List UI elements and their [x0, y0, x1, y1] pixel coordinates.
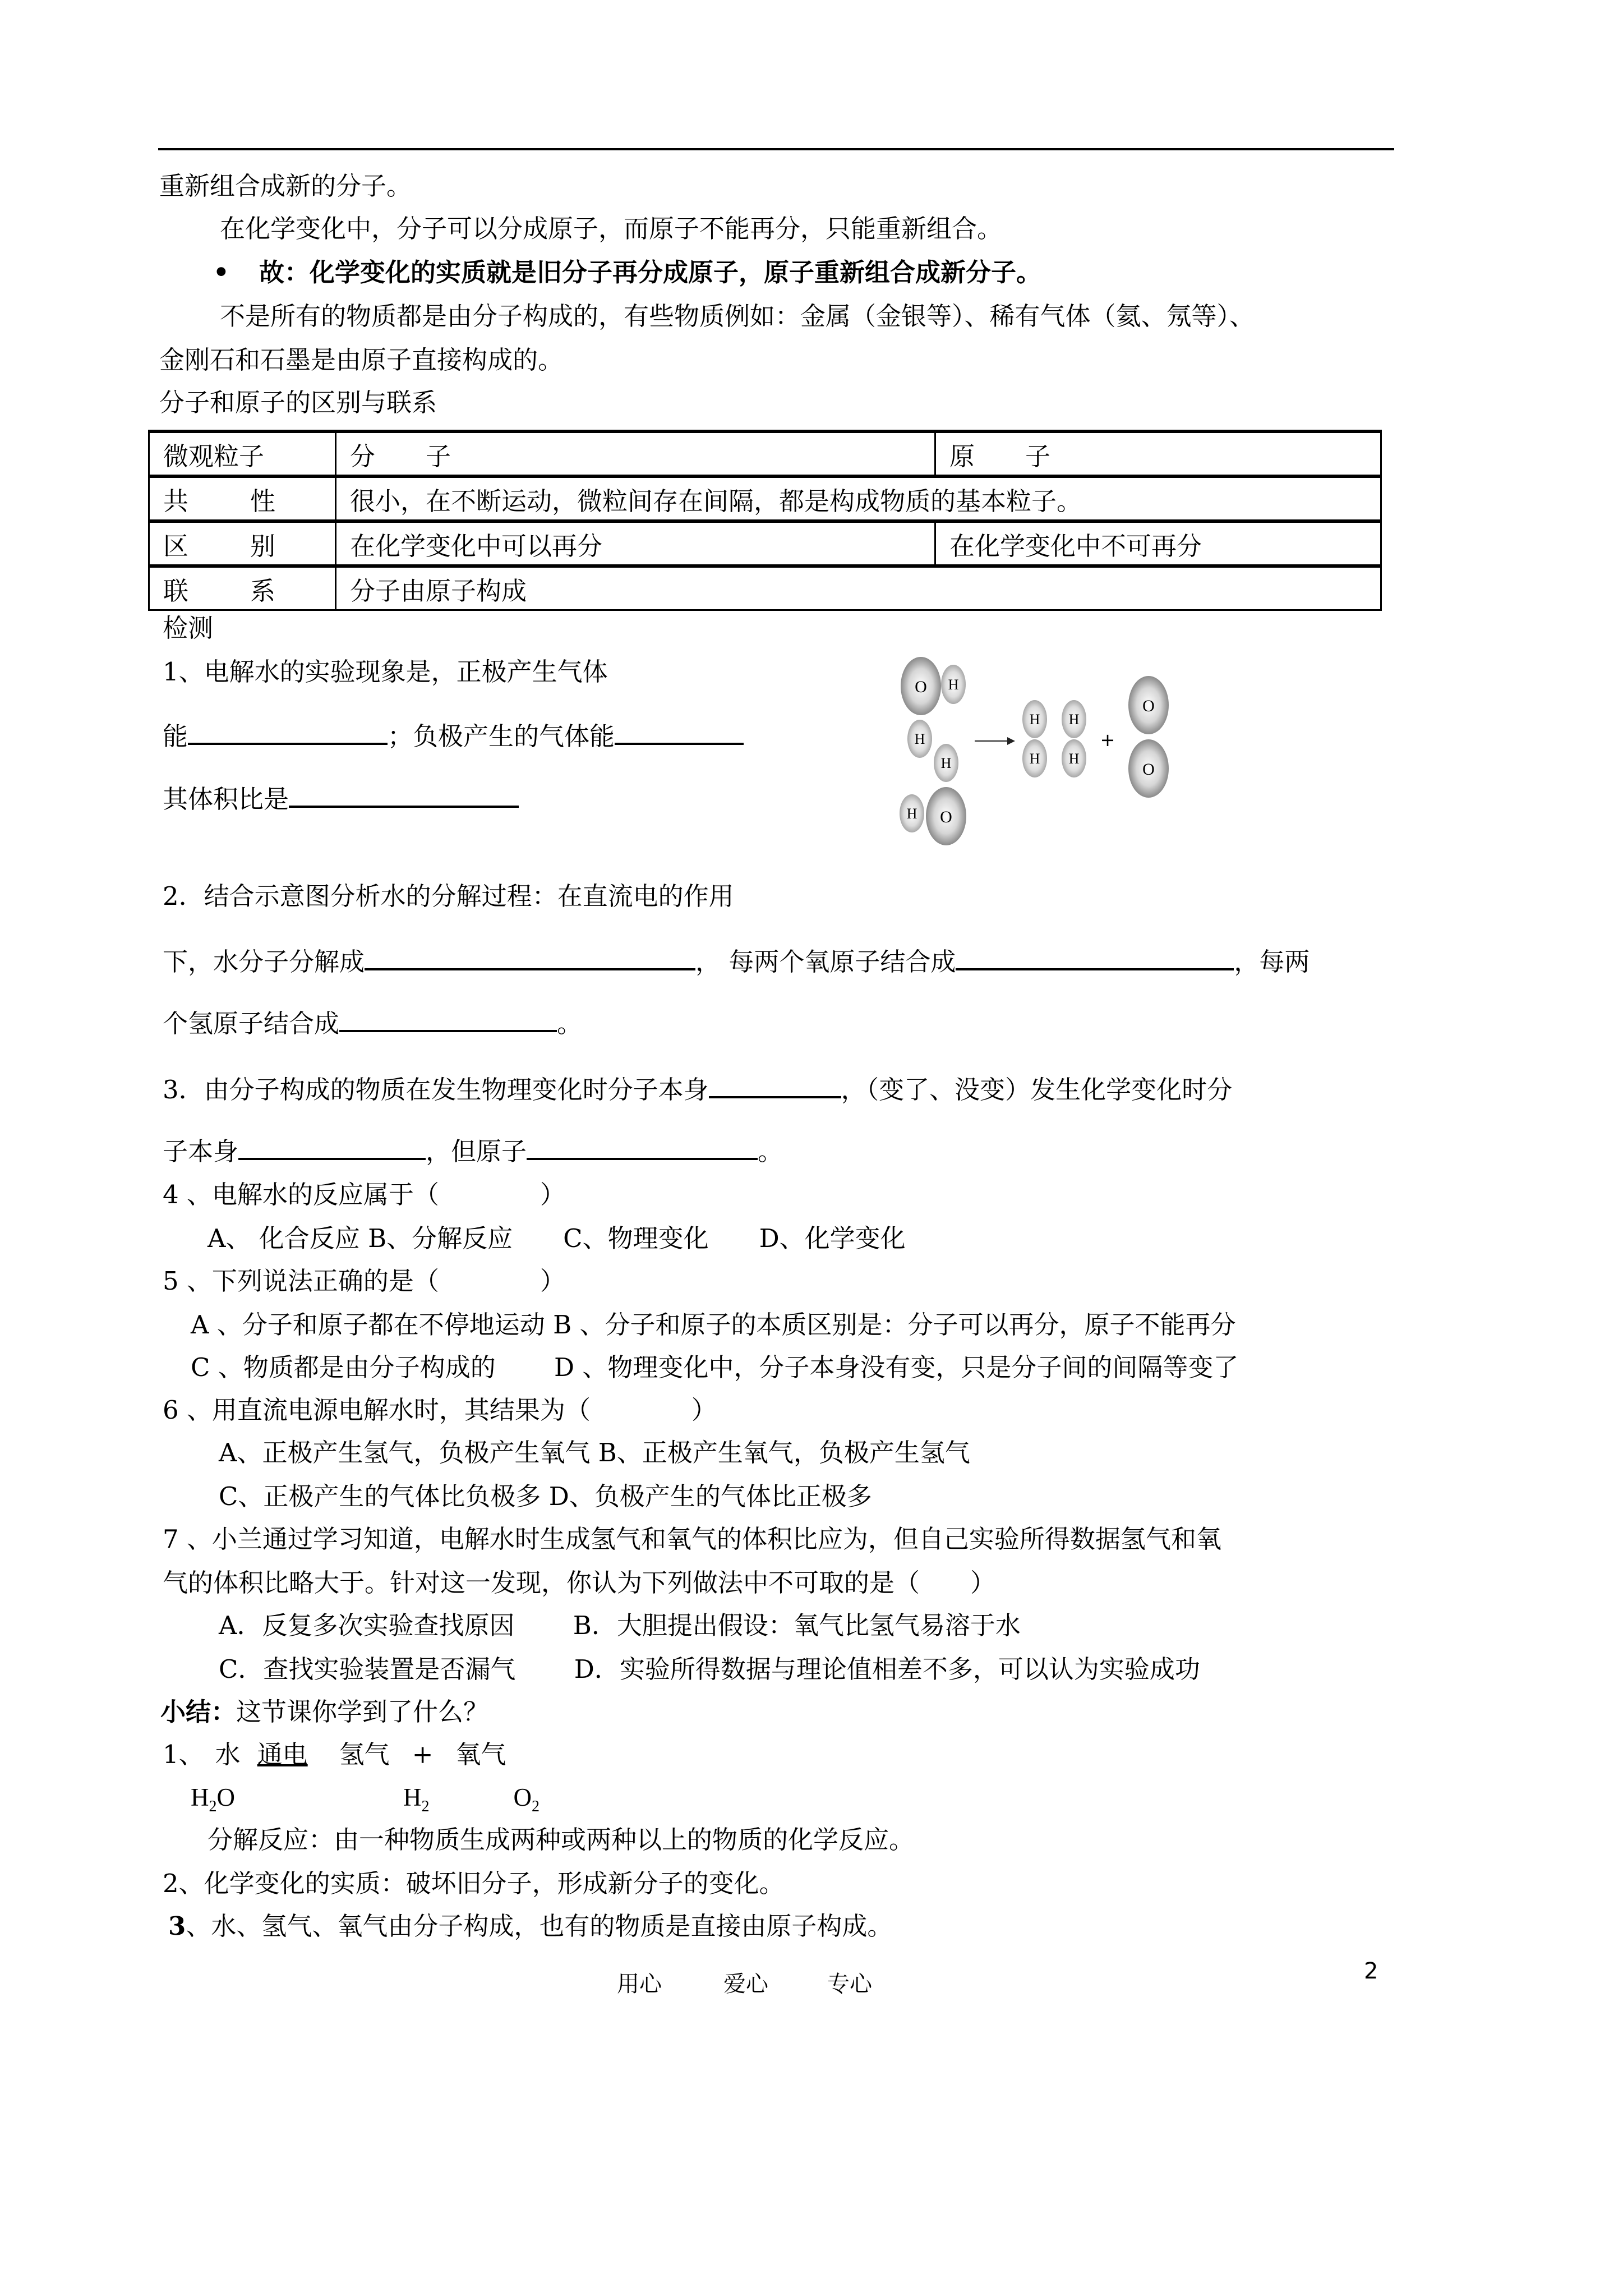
test-heading: 检测	[163, 613, 214, 643]
q6-options-ab: A、正极产生氢气，负极产生氧气 B、正极产生氧气，负极产生氢气	[219, 1438, 970, 1467]
relation-cell: 分子由原子构成	[336, 566, 1381, 610]
table-header-molecule: 分 子	[336, 431, 935, 476]
svg-text:H: H	[1029, 751, 1040, 767]
q5-options-ab: A 、分子和原子都在不停地运动 B 、分子和原子的本质区别是：分子可以再分，原子不能再分	[191, 1310, 1236, 1340]
q2-line-1: 2．结合示意图分析水的分解过程：在直流电的作用	[163, 881, 734, 911]
molecule-atom-table	[148, 430, 1382, 611]
q1-line-2: 能 ；负极产生的气体能	[163, 718, 744, 752]
row-label-relation: 联 系	[149, 566, 336, 610]
table-row	[149, 521, 1381, 566]
water-molecule-icon	[900, 744, 966, 845]
table-header-row	[149, 431, 1381, 476]
table-row	[149, 566, 1381, 610]
q2-blank-oxygen[interactable]	[956, 944, 1234, 970]
svg-text:H: H	[1029, 711, 1040, 728]
q7-line-1: 7 、小兰通过学习知道，电解水时生成氢气和氧气的体积比应为，但自己实验所得数据氢气和氧	[163, 1524, 1221, 1554]
page-number: 2	[1364, 1958, 1378, 1984]
oxygen-molecule-icon	[1128, 676, 1169, 798]
q2-line-3: 个氢原子结合成 。	[163, 1005, 582, 1039]
q1-blank-ratio[interactable]	[289, 781, 519, 808]
svg-text:H: H	[1068, 711, 1080, 728]
table-header-atom: 原 子	[935, 431, 1381, 476]
table-row	[149, 476, 1381, 521]
q6-options-cd: C、正极产生的气体比负极多 D、负极产生的气体比正极多	[219, 1481, 872, 1511]
q1-line-1: 1、电解水的实验现象是，正极产生气体	[163, 657, 608, 687]
q5-options-cd: C 、物质都是由分子构成的 D 、物理变化中，分子本身没有变，只是分子间的间隔等变了	[191, 1352, 1239, 1382]
svg-text:O: O	[940, 808, 952, 826]
footer-motto-2: 爱心	[723, 1971, 768, 1997]
reaction-arrow-icon	[975, 737, 1015, 745]
header-rule	[158, 148, 1394, 150]
water-molecule-icon	[901, 657, 966, 758]
intro-line-5: 金刚石和石墨是由原子直接构成的。	[159, 345, 564, 375]
q4-stem: 4 、电解水的反应属于（ ）	[163, 1180, 565, 1209]
footer-motto-3: 专心	[827, 1971, 872, 1997]
row-label-difference: 区 别	[149, 521, 336, 566]
q3-line-1: 3．由分子构成的物质在发生物理变化时分子本身 ，（变了、没变）发生化学变化时分	[163, 1071, 1232, 1106]
q2-blank-hydrogen[interactable]	[339, 1005, 557, 1032]
table-title: 分子和原子的区别与联系	[159, 388, 437, 417]
summary-equation: 1、 水 通电 氢气 + 氧气	[163, 1740, 506, 1769]
intro-line-2: 在化学变化中，分子可以分成原子，而原子不能再分，只能重新组合。	[220, 214, 1003, 243]
q6-stem: 6 、用直流电源电解水时，其结果为（ ）	[163, 1395, 717, 1425]
table-header-particle: 微观粒子	[149, 431, 336, 476]
hydrogen-molecule-icon	[1062, 700, 1086, 777]
svg-text:O: O	[1142, 760, 1155, 779]
hydrogen-molecule-icon	[1022, 700, 1047, 777]
formula-water: $H_2O$	[191, 1783, 235, 1815]
q3-blank-chemical[interactable]	[238, 1133, 426, 1160]
q7-options-ab: A．反复多次实验查找原因 B．大胆提出假设：氧气比氢气易溶于水	[219, 1611, 1021, 1640]
formula-oxygen: $O_2$	[513, 1783, 540, 1815]
condition-electrolysis: 通电	[257, 1740, 308, 1769]
water-decomposition-diagram	[892, 645, 1335, 869]
svg-text:H: H	[914, 731, 925, 747]
footer-motto-1: 用心	[617, 1971, 662, 1997]
q3-line-2: 子本身 ，但原子 。	[163, 1133, 783, 1167]
plus-sign: +	[1100, 729, 1115, 751]
chemical-formulas	[191, 1782, 540, 1823]
common-properties-cell: 很小，在不断运动，微粒间存在间隔，都是构成物质的基本粒子。	[336, 476, 1381, 521]
summary-item-3: 3、水、氢气、氧气由分子构成，也有的物质是直接由原子构成。	[168, 1911, 893, 1941]
q7-line-2: 气的体积比略大于。针对这一发现，你认为下列做法中不可取的是（ ）	[163, 1568, 996, 1598]
q3-blank-atom[interactable]	[527, 1133, 758, 1160]
intro-line-1: 重新组合成新的分子。	[159, 171, 412, 201]
svg-text:H: H	[948, 677, 959, 693]
q1-blank-negative[interactable]	[615, 718, 744, 745]
intro-line-4: 不是所有的物质都是由分子构成的，有些物质例如：金属（金银等）、稀有气体（氦、氖等）、	[220, 301, 1255, 331]
decomposition-definition: 分解反应：由一种物质生成两种或两种以上的物质的化学反应。	[208, 1825, 915, 1855]
molecule-difference-cell: 在化学变化中可以再分	[336, 521, 935, 566]
q5-stem: 5 、下列说法正确的是（ ）	[163, 1266, 565, 1296]
bullet-marker: •	[213, 257, 229, 287]
atom-difference-cell: 在化学变化中不可再分	[935, 521, 1381, 566]
q1-blank-positive[interactable]	[188, 718, 388, 745]
q2-blank-water-decompose[interactable]	[365, 944, 695, 970]
row-label-common: 共 性	[149, 476, 336, 521]
formula-hydrogen: $H_2$	[403, 1783, 430, 1815]
q4-options: A、 化合反应 B、分解反应 C、物理变化 D、化学变化	[208, 1223, 906, 1253]
summary-question: 这节课你学到了什么？	[236, 1697, 489, 1727]
summary-heading-line	[160, 1696, 488, 1728]
summary-heading: 小结：	[160, 1697, 237, 1727]
svg-text:O: O	[915, 678, 927, 696]
summary-item-2: 2、化学变化的实质：破坏旧分子，形成新分子的变化。	[163, 1869, 785, 1898]
svg-text:H: H	[940, 755, 952, 771]
q1-line-3: 其体积比是	[163, 781, 519, 815]
svg-text:O: O	[1142, 697, 1155, 715]
svg-text:H: H	[1068, 751, 1080, 767]
q7-options-cd: C．查找实验装置是否漏气 D．实验所得数据与理论值相差不多，可以认为实验成功	[219, 1654, 1200, 1684]
q2-line-2: 下，水分子分解成 ， 每两个氧原子结合成 ，每两	[163, 944, 1310, 978]
svg-text:H: H	[906, 806, 917, 822]
q3-blank-physical[interactable]	[709, 1071, 841, 1098]
chemical-change-essence: 故：化学变化的实质就是旧分子再分成原子，原子重新组合成新分子。	[259, 257, 1042, 287]
